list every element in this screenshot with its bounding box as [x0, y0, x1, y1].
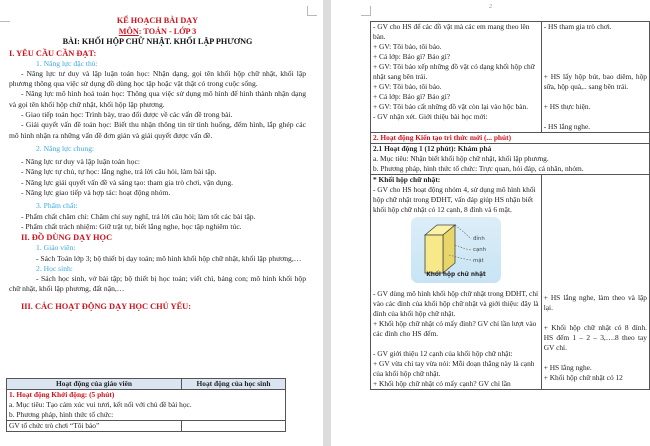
- quality-item: - Phẩm chất chăm chỉ: Chăm chỉ suy nghĩ, trả lời câu hỏi; làm tốt các bài tập.: [21, 211, 256, 221]
- student-cell: [541, 175, 649, 390]
- activity-2-1-objective: a. Mục tiêu: Nhận biết khối hộp chữ nhật, khối lập phương.: [373, 154, 549, 163]
- subject-label: MÔN: [118, 26, 139, 36]
- student-materials-heading: 2. Học sinh:: [36, 263, 73, 273]
- teacher-cell: [371, 22, 542, 133]
- teacher-step: + Cả lớp: Bảo gì? Bảo gì?: [373, 92, 451, 101]
- page-1-body: [9, 16, 306, 312]
- student-cell: [541, 22, 649, 133]
- activity-1-block: [7, 390, 286, 421]
- student-step: + HS lắng nghe, làm theo và lặp lại.: [543, 293, 647, 312]
- lesson-title: BÀI: KHỐI HỘP CHỮ NHẬT. KHỐI LẬP PHƯƠNG: [62, 37, 253, 46]
- teacher-step: - GV cho HS để các đồ vật mà các em mang theo lên bàn.: [373, 22, 530, 41]
- teacher-step: + GV: Tôi bảo cất những đồ vật còn lại vào hộc bàn.: [373, 102, 529, 111]
- student-activity-header: Hoạt động của học sinh: [182, 379, 286, 390]
- teacher-step: - GV nhận xét. Giới thiệu bài học mới:: [373, 112, 488, 121]
- section-1-3-heading: 3. Phẩm chất:: [36, 201, 78, 211]
- specific-competency-item: - Giao tiếp toán học: Trình bày, trao đổi được về các vấn đề trong bài.: [21, 109, 233, 119]
- general-competency-item: - Năng lực giải quyết vấn đề và sáng tạo: tham gia trò chơi, vận dụng.: [21, 177, 234, 187]
- specific-competency-item: - Năng lực tư duy và lập luận toán học: Nhận dạng, gọi tên khối hộp chữ nhật, khối lập phương thông qua việc sử dụng đồ dùng học tập hoặc vật thật có trong cuộc sống.: [9, 68, 306, 89]
- student-step: + HS lắng nghe.: [543, 363, 592, 372]
- lesson-plan-title: KẾ HOẠCH BÀI DẠY: [116, 16, 199, 25]
- student-step: + Khối hộp chữ nhật có 12: [543, 373, 623, 382]
- teacher-materials-text: - Sách Toán lớp 3; bộ thiết bị dạy toán; mô hình khối hộp chữ nhật, khối lập phương,…: [36, 253, 302, 263]
- teacher-cell: GV tổ chức trò chơi “Tôi bảo”: [7, 421, 182, 432]
- teacher-step: + Khối hộp chữ nhật có mấy cạnh? GV chỉ lần: [373, 379, 511, 388]
- student-cell: [182, 421, 286, 432]
- teacher-step: - GV dùng mô hình khối hộp chữ nhật trong ĐDHT, chỉ vào các đỉnh của khối hộp chữ nhật và giới thiệu: đây là đỉnh của khối hộp chữ nhật.: [373, 289, 539, 318]
- activity-2-1-title: 2.1 Hoạt động 1 (12 phút): Khám phá: [373, 144, 492, 153]
- teacher-step: + GV: Tôi bảo, tôi bảo.: [373, 82, 442, 91]
- specific-competency-item: - Giải quyết vấn đề toán học: Biết thu nhận thông tin từ tình huống, đếm hình, lắp ghép các mô hình nhận ra những vấn đề đơn giản và giải quyết được vấn đề.: [9, 120, 306, 140]
- subject-line: [9, 27, 306, 38]
- cuboid-figure: [411, 217, 501, 283]
- edge-label: cạnh: [473, 247, 487, 253]
- section-2-heading: II. ĐỒ DÙNG DẠY HỌC: [21, 233, 113, 243]
- activity-1-title: 1. Hoạt động Khởi động: (5 phút): [9, 390, 115, 399]
- student-step: - HS lắng nghe.: [543, 122, 591, 131]
- activity-2-1-method: b. Phương pháp, hình thức tổ chức: Trực quan, hỏi đáp, cá nhân, nhóm.: [373, 164, 584, 173]
- cuboid-intro: - GV cho HS hoạt động nhóm 4, sử dụng mô hình khối hộp chữ nhật trong ĐDHT, vấn đáp giúp HS nhận biết khối hộp chữ nhật có 12 cạnh, 8 đỉnh và 6 mặt.: [373, 185, 536, 214]
- activities-table-start: [6, 378, 286, 432]
- vertex-label: đỉnh: [473, 236, 485, 242]
- face-label: mặt: [473, 258, 484, 264]
- activity-1-objective: a. Mục tiêu: Tạo cảm xúc vui tươi, kết nối với chủ đề bài học.: [9, 400, 192, 409]
- section-3-heading: III. CÁC HOẠT ĐỘNG DẠY HỌC CHỦ YẾU:: [21, 301, 191, 311]
- general-competency-item: - Năng lực tự chủ, tự học: lắng nghe, trả lời câu hỏi, làm bài tập.: [21, 167, 217, 177]
- general-competency-item: - Năng lực giao tiếp và hợp tác: hoạt động nhóm.: [21, 188, 171, 198]
- teacher-step: + GV vừa chỉ tay vừa nói: Mỗi đoạn thẳng này là cạnh của khối hộp chữ nhật.: [373, 359, 535, 378]
- document-page-2: [331, 0, 650, 446]
- student-step: + HS thực hiện.: [543, 102, 591, 111]
- activities-table-continued: [370, 21, 650, 390]
- teacher-step: - GV giới thiệu 12 cạnh của khối hộp chữ nhật:: [373, 349, 513, 358]
- teacher-step: + GV: Tôi bảo xếp những đồ vật có dạng khối hộp chữ nhật sang bên trái.: [373, 62, 535, 81]
- teacher-cell: [371, 175, 542, 390]
- page-number: 2: [488, 3, 493, 10]
- student-materials-text: - Sách học sinh, vở bài tập; bộ thiết bị học toán; viết chì, bảng con; mô hình khối hộp chữ nhật, khối lập phương, đất nặn,…: [9, 274, 306, 294]
- section-1-heading: I. YÊU CẦU CẦN ĐẠT:: [9, 48, 97, 58]
- section-1-2-heading: 2. Năng lực chung:: [36, 143, 95, 153]
- student-step: + Khối hộp chữ nhật có 8 đỉnh. HS đếm 1 – 2 – 3,….8 theo tay GV chỉ.: [543, 323, 647, 352]
- figure-caption: Khối hộp chữ nhật: [426, 272, 486, 278]
- subject-value: : TOÁN - LỚP 3: [138, 26, 197, 36]
- general-competency-item: - Năng lực tư duy và lập luận toán học:: [21, 157, 140, 167]
- activity-1-method: b. Phương pháp, hình thức tổ chức:: [9, 410, 114, 419]
- section-1-1-heading: 1. Năng lực đặc thù:: [36, 58, 98, 68]
- cuboid-heading: * Khối hộp chữ nhật:: [373, 175, 441, 184]
- activities-table: [6, 378, 286, 432]
- teacher-step: + GV: Tôi bảo, tôi bảo.: [373, 42, 442, 51]
- quality-item: - Phẩm chất trách nhiệm: Giữ trật tự, biết lắng nghe, học tập nghiêm túc.: [21, 221, 242, 231]
- document-page-1: [0, 0, 323, 446]
- student-step: - HS tham gia trò chơi.: [543, 22, 612, 31]
- activities-table-page-2: [370, 21, 650, 390]
- activity-2-1-block: [371, 144, 650, 175]
- page-gutter: [323, 0, 331, 446]
- teacher-activity-header: Hoạt động của giáo viên: [7, 379, 182, 390]
- teacher-materials-heading: 1. Giáo viên:: [36, 243, 76, 253]
- margin-corner-mark: [307, 6, 317, 16]
- specific-competency-item: - Năng lực mô hình hoá toán học: Thông qua việc sử dụng mô hình để hình thành nhận dạng và gọi tên khối hộp chữ nhật, khối hộp lập phương.: [9, 89, 306, 109]
- student-step: + HS lấy hộp bút, bao diêm, hộp sữa, hộp quà,.. sang bên trái.: [543, 72, 647, 91]
- margin-corner-mark: [361, 6, 371, 16]
- teacher-step: + Cả lớp: Bảo gì? Bảo gì?: [373, 52, 451, 61]
- activity-2-title: 2. Hoạt động Kiến tạo tri thức mới (... phút): [371, 133, 650, 144]
- teacher-step: + Khối hộp chữ nhật có mấy đỉnh? GV chỉ lần lượt vào các đỉnh cho HS đếm.: [373, 319, 537, 338]
